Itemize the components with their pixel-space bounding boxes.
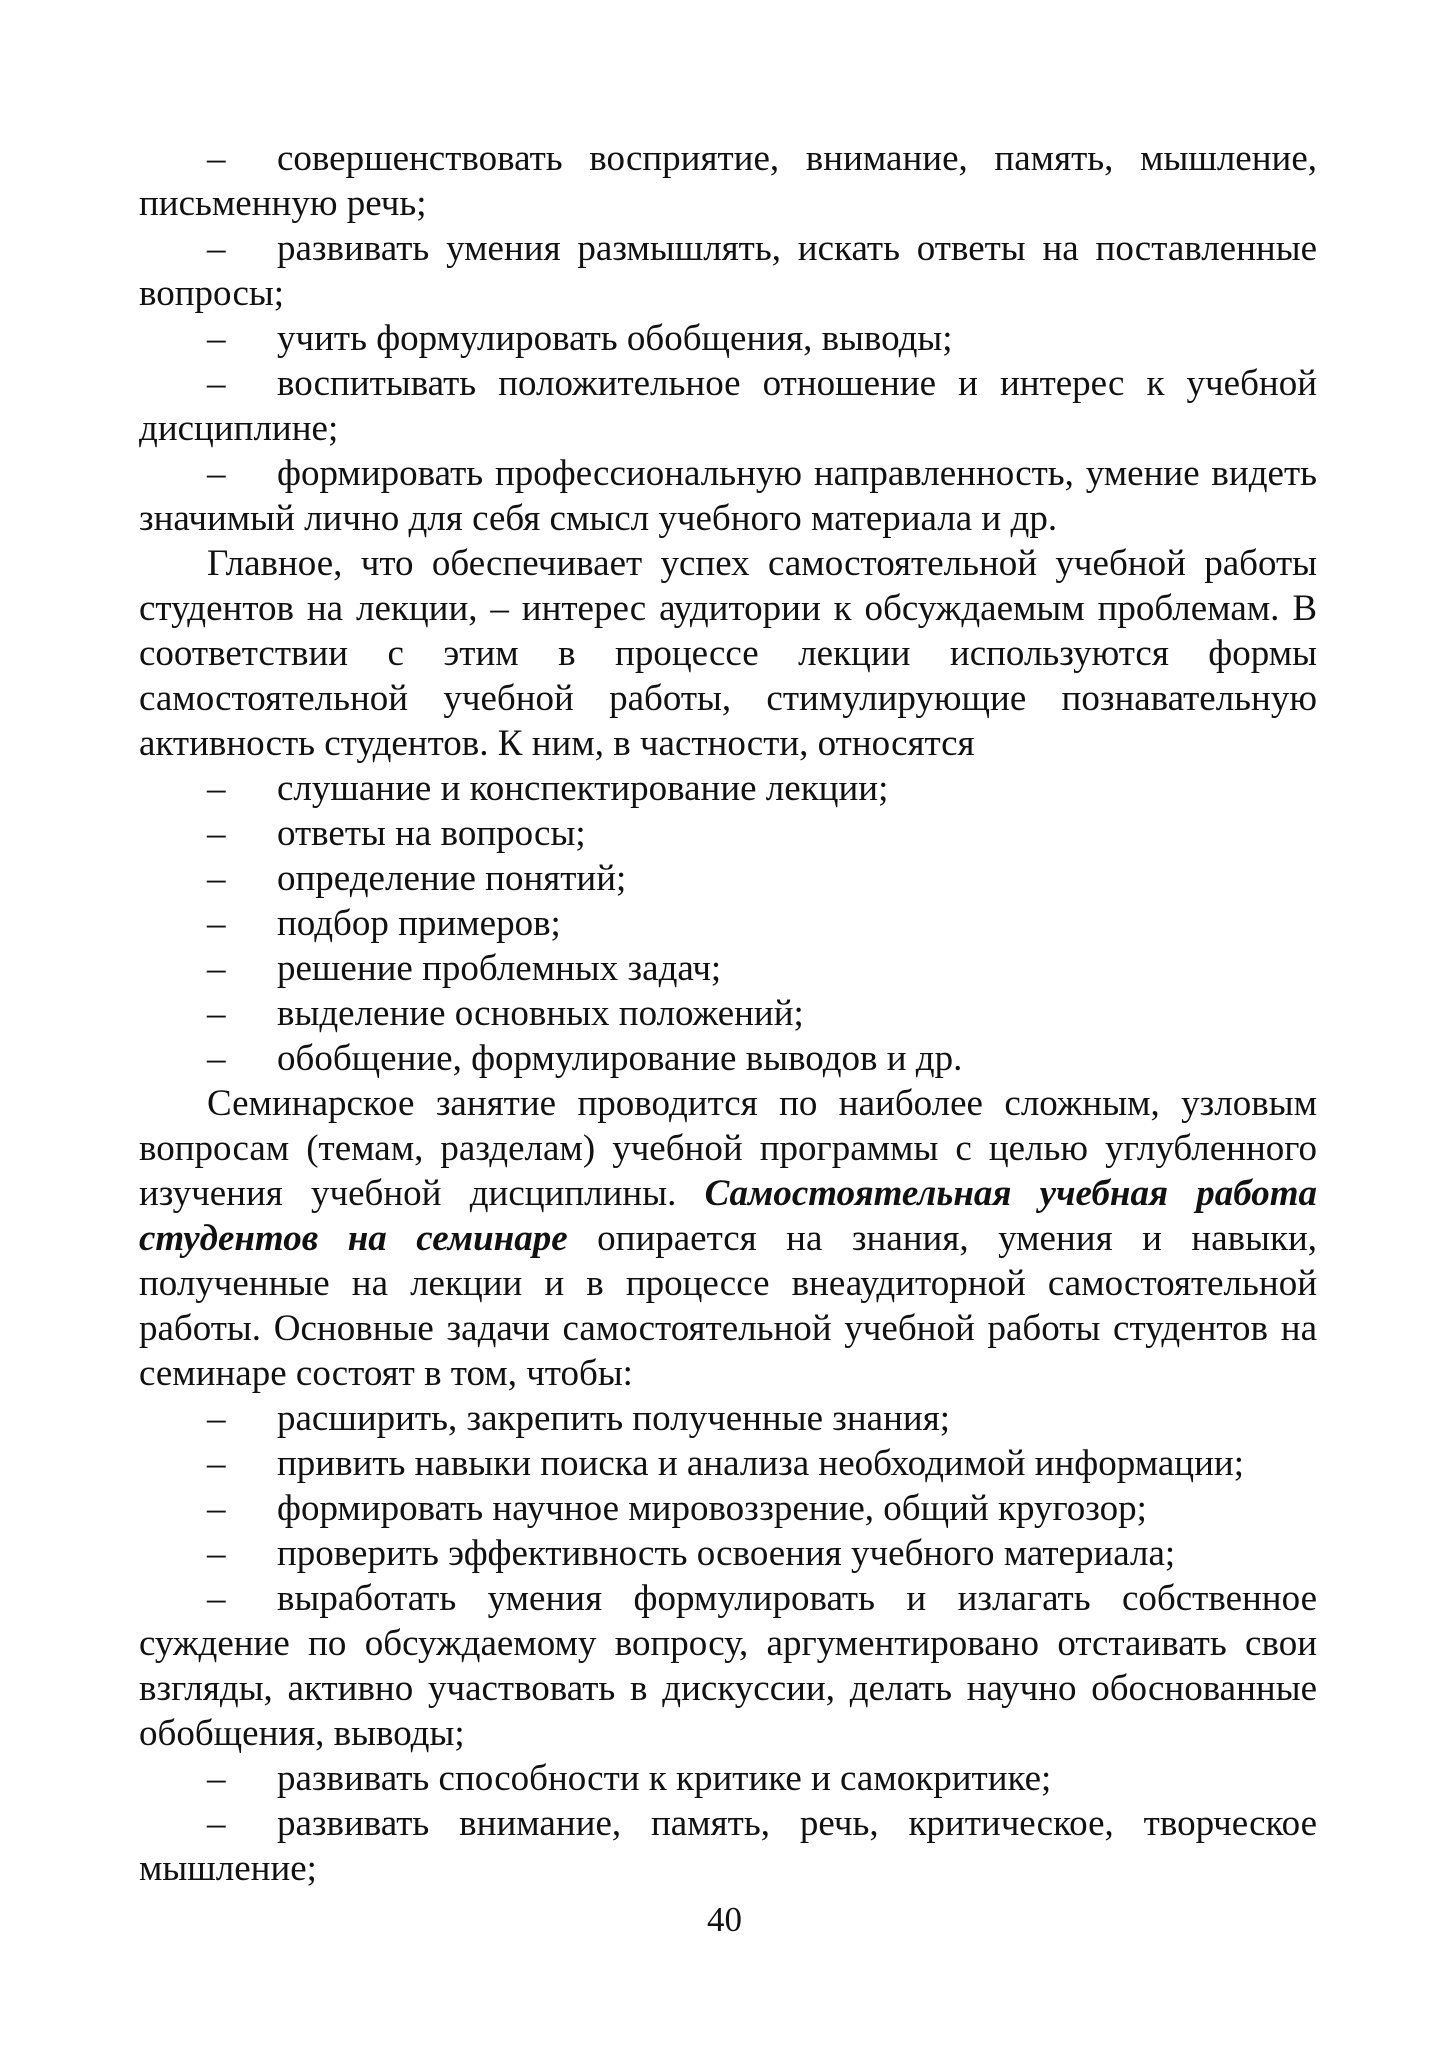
paragraph-text: Семинарское занятие проводится по наиболее сложным, узловым вопросам (темам, разделам) учебной программы с целью углубленного изучения учебной дисциплины. — [139, 1083, 1317, 1214]
list-item-text: слушание и конспектирование лекции; — [277, 768, 889, 809]
bullet-dash: – — [207, 858, 226, 899]
paragraph-seminar — [139, 1081, 1317, 1396]
bullet-dash: – — [207, 903, 226, 944]
list-item-text: выработать умения формулировать и излагать собственное суждение по обсуждаемому вопросу, аргументировано отстаивать свои взгляды, активно участвовать в дискуссии, делать научно обоснованные обобщения, выводы; — [139, 1578, 1317, 1754]
bullet-dash: – — [207, 138, 226, 179]
bullet-dash: – — [207, 1533, 226, 1574]
paragraph-text: опирается на знания, умения и навыки, полученные на лекции и в процессе внеаудиторной самостоятельной работы. Основные задачи самостоятельной учебной работы студентов на семинаре состоят в том, чтобы: — [139, 1218, 1318, 1394]
bullet-dash: – — [207, 1803, 226, 1844]
list-item — [139, 1756, 1317, 1801]
bullet-dash: – — [207, 948, 226, 989]
list-item — [139, 1801, 1317, 1891]
bullet-dash: – — [207, 768, 226, 809]
page-body — [139, 136, 1317, 1891]
list-item-text: воспитывать положительное отношение и интерес к учебной дисциплине; — [139, 363, 1317, 449]
paragraph-lecture: Главное, что обеспечивает успех самостоятельной учебной работы студентов на лекции, – интерес аудитории к обсуждаемым проблемам. В соответствии с этим в процессе лекции используются формы самостоятельной учебной работы, стимулирующие познавательную активность студентов. К ним, в частности, относятся — [139, 543, 1317, 764]
emphasis-text: Самостоятельная учебная работа студентов на семинаре — [139, 1173, 1317, 1259]
list-item-text: расширить, закрепить полученные знания; — [277, 1398, 950, 1439]
list-item — [139, 226, 1317, 316]
list-item-text: развивать умения размышлять, искать ответы на поставленные вопросы; — [139, 228, 1317, 314]
bullet-dash: – — [207, 1758, 226, 1799]
list-item-text: подбор примеров; — [277, 903, 561, 944]
page-number: 40 — [707, 1900, 742, 1939]
list-item — [139, 856, 1317, 901]
bullet-dash: – — [207, 318, 226, 359]
bullet-dash: – — [207, 1488, 226, 1529]
list-item — [139, 1036, 1317, 1081]
list-item — [139, 901, 1317, 946]
list-item-text: ответы на вопросы; — [277, 813, 586, 854]
bullet-dash: – — [207, 1578, 226, 1619]
bullet-dash: – — [207, 1038, 226, 1079]
bullet-dash: – — [207, 453, 226, 494]
bullet-dash: – — [207, 1443, 226, 1484]
bullet-dash: – — [207, 228, 226, 269]
list-item-text: определение понятий; — [277, 858, 627, 899]
list-item-text: учить формулировать обобщения, выводы; — [277, 318, 953, 359]
bullet-dash: – — [207, 813, 226, 854]
list-item-text: выделение основных положений; — [277, 993, 804, 1034]
list-item-text: проверить эффективность освоения учебного материала; — [277, 1533, 1176, 1574]
list-item — [139, 361, 1317, 451]
list-item — [139, 1486, 1317, 1531]
list-item — [139, 1441, 1317, 1486]
list-item-text: формировать научное мировоззрение, общий кругозор; — [277, 1488, 1147, 1529]
list-item — [139, 946, 1317, 991]
bullet-dash: – — [207, 1398, 226, 1439]
list-item-text: обобщение, формулирование выводов и др. — [277, 1038, 963, 1079]
list-item — [139, 451, 1317, 541]
list-item — [139, 766, 1317, 811]
list-item — [139, 1576, 1317, 1756]
list-item — [139, 136, 1317, 226]
list-item — [139, 991, 1317, 1036]
list-item — [139, 811, 1317, 856]
list-item-text: решение проблемных задач; — [277, 948, 722, 989]
list-item — [139, 1531, 1317, 1576]
list-item — [139, 1396, 1317, 1441]
bullet-dash: – — [207, 363, 226, 404]
list-item-text: развивать способности к критике и самокритике; — [277, 1758, 1052, 1799]
list-item-text: привить навыки поиска и анализа необходимой информации; — [277, 1443, 1244, 1484]
bullet-dash: – — [207, 993, 226, 1034]
list-item-text: совершенствовать восприятие, внимание, память, мышление, письменную речь; — [139, 138, 1317, 224]
list-item-text: формировать профессиональную направленность, умение видеть значимый лично для себя смысл учебного материала и др. — [139, 453, 1317, 539]
list-item-text: развивать внимание, память, речь, критическое, творческое мышление; — [139, 1803, 1317, 1889]
list-item — [139, 316, 1317, 361]
